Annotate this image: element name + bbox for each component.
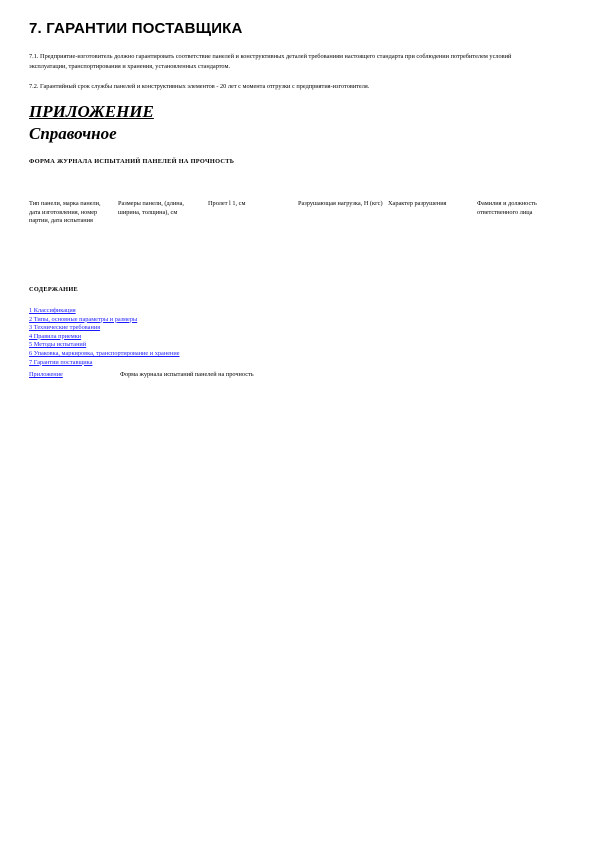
column-header-panel-type: Тип панели, марка панели, дата изготовления, номер партии, дата испытания: [29, 200, 101, 225]
toc-link-test-methods[interactable]: 5 Методы испытаний: [29, 341, 87, 349]
toc-link-supplier-guarantees[interactable]: 7 Гарантии поставщика: [29, 358, 93, 366]
appendix-subtitle: Справочное: [29, 124, 117, 143]
toc-link-acceptance-rules[interactable]: 4 Правила приемки: [29, 332, 82, 340]
column-header-span: Пролет l 1, см: [208, 200, 246, 207]
appendix-description: Форма журнала испытаний панелей на прочность: [120, 371, 254, 378]
paragraph-7-2: 7.2. Гарантийный срок службы панелей и конструктивных элементов - 20 лет с момента отгрузки с предприятия-изготовителя.: [29, 83, 370, 90]
column-header-breaking-load: Разрушающая нагрузка, Н (кгс): [298, 200, 383, 207]
contents-heading: СОДЕРЖАНИЕ: [29, 286, 79, 293]
column-header-responsible-person: Фамилия и должность ответственного лица: [477, 200, 537, 216]
paragraph-7-1: 7.1. Предприятие-изготовитель должно гарантировать соответствие панелей и конструктивных деталей требованиям настоящего стандарта при соблюдении потребителем условий эксплуатации, транспортирования и хранения, установленных стандартом.: [29, 53, 512, 70]
section-title: 7. ГАРАНТИИ ПОСТАВЩИКА: [29, 20, 243, 37]
toc-link-classification[interactable]: 1 Классификация: [29, 307, 76, 314]
form-heading: ФОРМА ЖУРНАЛА ИСПЫТАНИЙ ПАНЕЛЕЙ НА ПРОЧНОСТЬ: [29, 158, 235, 165]
column-header-panel-dimensions: Размеры панели, (длина, ширина, толщина), см: [118, 200, 184, 216]
toc-link-technical-requirements[interactable]: 3 Технические требования: [29, 324, 101, 332]
toc-link-types-parameters[interactable]: 2 Типы, основные параметры и размеры: [29, 315, 138, 323]
appendix-title: ПРИЛОЖЕНИЕ: [29, 102, 154, 121]
toc-link-packaging-storage[interactable]: 6 Упаковка, маркировка, транспортирование и хранение: [29, 349, 180, 357]
table-of-contents: [29, 307, 180, 367]
column-header-failure-mode: Характер разрушения: [388, 200, 447, 207]
toc-link-appendix[interactable]: Приложение: [29, 371, 63, 378]
